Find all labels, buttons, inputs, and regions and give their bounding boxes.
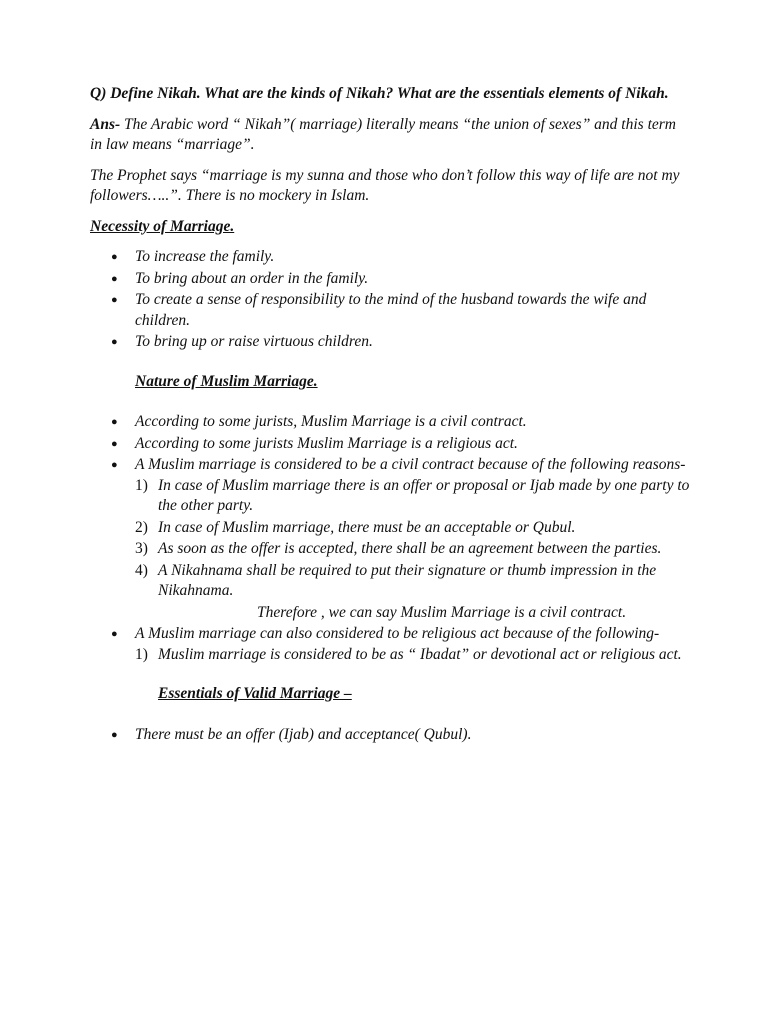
bullet-icon: ● — [111, 437, 118, 450]
list-item: 2) In case of Muslim marriage, there must be an acceptable or Qubul. — [135, 518, 576, 536]
question-heading: Q) Define Nikah. What are the kinds of Nikah? What are the essentials elements of Nikah. — [90, 85, 669, 102]
answer-paragraph — [90, 115, 690, 156]
civil-contract-reasons — [135, 476, 690, 602]
bullet-icon: ● — [111, 336, 118, 348]
answer-text: The Arabic word “ Nikah”( marriage) literally means “the union of sexes” and this term in law means “marriage”. — [90, 115, 676, 153]
necessity-heading: Necessity of Marriage. — [90, 217, 235, 235]
list-item: 1) Muslim marriage is considered to be as “ Ibadat” or devotional act or religious act. — [135, 645, 682, 663]
bullet-icon: ● — [111, 294, 118, 306]
list-item: ● To bring about an order in the family. — [90, 269, 690, 290]
list-item: 4) A Nikahnama shall be required to put their signature or thumb impression in the Nikahnama. — [135, 561, 657, 599]
list-item: ● According to some jurists Muslim Marriage is a religious act. — [90, 434, 690, 455]
list-item: ● There must be an offer (Ijab) and acceptance( Qubul). — [90, 725, 690, 746]
nature-list — [90, 412, 690, 665]
bullet-icon: ● — [111, 251, 118, 263]
list-item: 3) As soon as the offer is accepted, there shall be an agreement between the parties. — [135, 540, 662, 557]
essentials-heading: Essentials of Valid Marriage – — [158, 685, 352, 702]
prophet-paragraph: The Prophet says “marriage is my sunna and those who don’t follow this way of life are not my followers…..”. There is no mockery in Islam. — [90, 166, 680, 204]
answer-label: Ans- — [90, 115, 121, 133]
bullet-icon: ● — [111, 416, 118, 428]
therefore-line: Therefore , we can say Muslim Marriage is a civil contract. — [257, 603, 627, 621]
list-item: ● To increase the family. — [90, 247, 690, 268]
list-item: ● A Muslim marriage is considered to be a civil contract because of the following reasons- 1) In case of Muslim marriage there is an offer or proposal or Ijab made by one party to the other party. 2) In case of Muslim marriage, there must be an acceptable or Qubul. 3) As soon as the offer is accepted, there shall be an agreement between the parties. 4) A Nikahnama shall be required to put their signature or thumb impression in the Nikahnama. Therefore , we can say Muslim Marriage is a civil contract. — [90, 455, 690, 623]
list-item: ● To create a sense of responsibility to the mind of the husband towards the wife and children. — [111, 291, 647, 329]
list-item: ● To bring up or raise virtuous children. — [90, 332, 690, 353]
religious-act-reasons — [135, 645, 690, 666]
list-item: 1) In case of Muslim marriage there is an offer or proposal or Ijab made by one party to the other party. — [135, 476, 690, 514]
document-page — [90, 84, 690, 746]
list-item: ● A Muslim marriage can also considered to be religious act because of the following- 1) Muslim marriage is considered to be as “ Ibadat” or devotional act or religious act. — [90, 624, 690, 665]
necessity-list — [90, 247, 690, 353]
bullet-icon: ● — [111, 728, 118, 741]
bullet-icon: ● — [111, 628, 118, 640]
essentials-list — [90, 725, 690, 746]
list-item: ● According to some jurists, Muslim Marriage is a civil contract. — [90, 412, 690, 433]
bullet-icon: ● — [111, 459, 118, 471]
bullet-icon: ● — [111, 272, 118, 285]
nature-heading: Nature of Muslim Marriage. — [135, 372, 318, 390]
